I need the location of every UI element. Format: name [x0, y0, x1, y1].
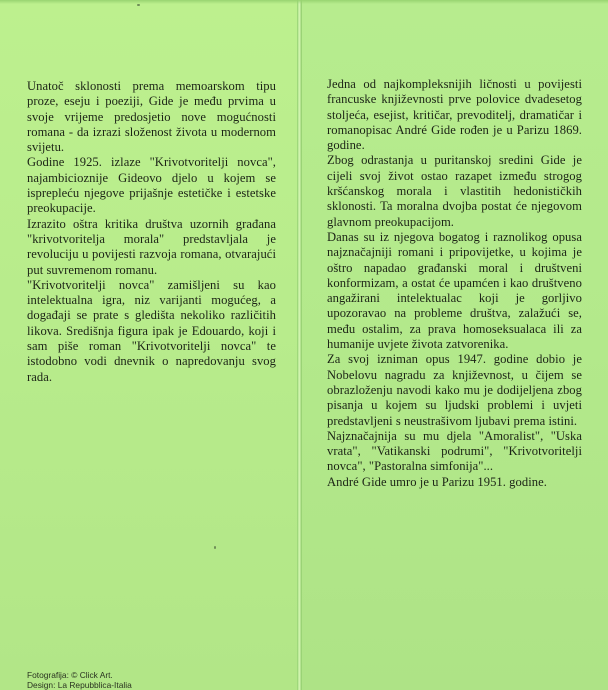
right-paragraph: André Gide umro je u Parizu 1951. godine.: [327, 474, 547, 489]
design-credit: Design: La Repubblica-Italia: [27, 679, 132, 690]
photo-credit: Fotografija: © Click Art.: [27, 670, 113, 680]
right-paragraph: Najznačajnija su mu djela "Amoralist", "Uska vrata", "Vatikanski podrumi", "Krivotvoritelji novca", "Pastoralna simfonija"...: [327, 428, 582, 474]
right-text-column: [327, 77, 582, 490]
paper-speck: [214, 546, 216, 549]
flap-fold-line: [297, 0, 302, 690]
paper-speck: [137, 4, 140, 6]
left-text-column: [27, 79, 276, 385]
left-paragraph: Godine 1925. izlaze "Krivotvoritelji novca", najambicioznije Gideovo djelo u kojem se isprepleću njegove prijašnje estetičke i estetske preokupacije.: [27, 155, 276, 216]
left-paragraph: "Krivotvoritelji novca" zamišljeni su kao intelektualna igra, niz varijanti mogućeg, a događaji se prate s gledišta nekoliko različitih likova. Središnja figura ipak je Edouardo, koji i sam piše roman "Krivotvoritelji novca" te istodobno vodi dnevnik o napredovanju svog rada.: [27, 277, 276, 384]
photo-design-credits: [27, 671, 247, 690]
right-paragraph: Za svoj izniman opus 1947. godine dobio je Nobelovu nagradu za književnost, u čijem se obrazloženju navodi kako mu je dodijeljena zbog pisanja u kojem su ljudski problemi i uvjeti predstavljeni s neustrašivom ljubavi prema istini.: [327, 352, 582, 428]
left-paragraph: Unatoč sklonosti prema memoarskom tipu proze, eseju i poeziji, Gide je među prvima u svoje vrijeme predosjetio nove mogućnosti romana - da izrazi složenost života u modernom svijetu.: [27, 79, 276, 155]
right-paragraph: Danas su iz njegova bogatog i raznolikog opusa najznačajniji romani i pripovijetke, u kojima je oštro napadao građanski moral i društveni konformizam, a ostat će upamćen i kao društveno angažirani intelektualac koji je gorljivo upozoravao na probleme društva, zalažući se, među ostalim, za prava homoseksualaca ili za humanije uvjete života zatvorenika.: [327, 229, 582, 352]
right-paragraph: Zbog odrastanja u puritanskoj sredini Gide je cijeli svoj život ostao razapet između strogog kršćanskog morala i vlastitih hedonističkih sklonosti. Ta moralna dvojba postat će njegovom glavnom preokupacijom.: [327, 153, 582, 229]
left-paragraph: Izrazito oštra kritika društva uzornih građana "krivotvoritelja morala" predstavljala je revoluciju u povijesti razvoja romana, otvarajući put suvremenom romanu.: [27, 216, 276, 277]
right-paragraph: Jedna od najkompleksnijih ličnosti u povijesti francuske književnosti prve polovice dvadesetog stoljeća, esejist, kritičar, prevoditelj, dramatičar i romanopisac André Gide rođen je u Parizu 1869. godine.: [327, 77, 582, 153]
top-edge-shadow: [0, 0, 608, 4]
